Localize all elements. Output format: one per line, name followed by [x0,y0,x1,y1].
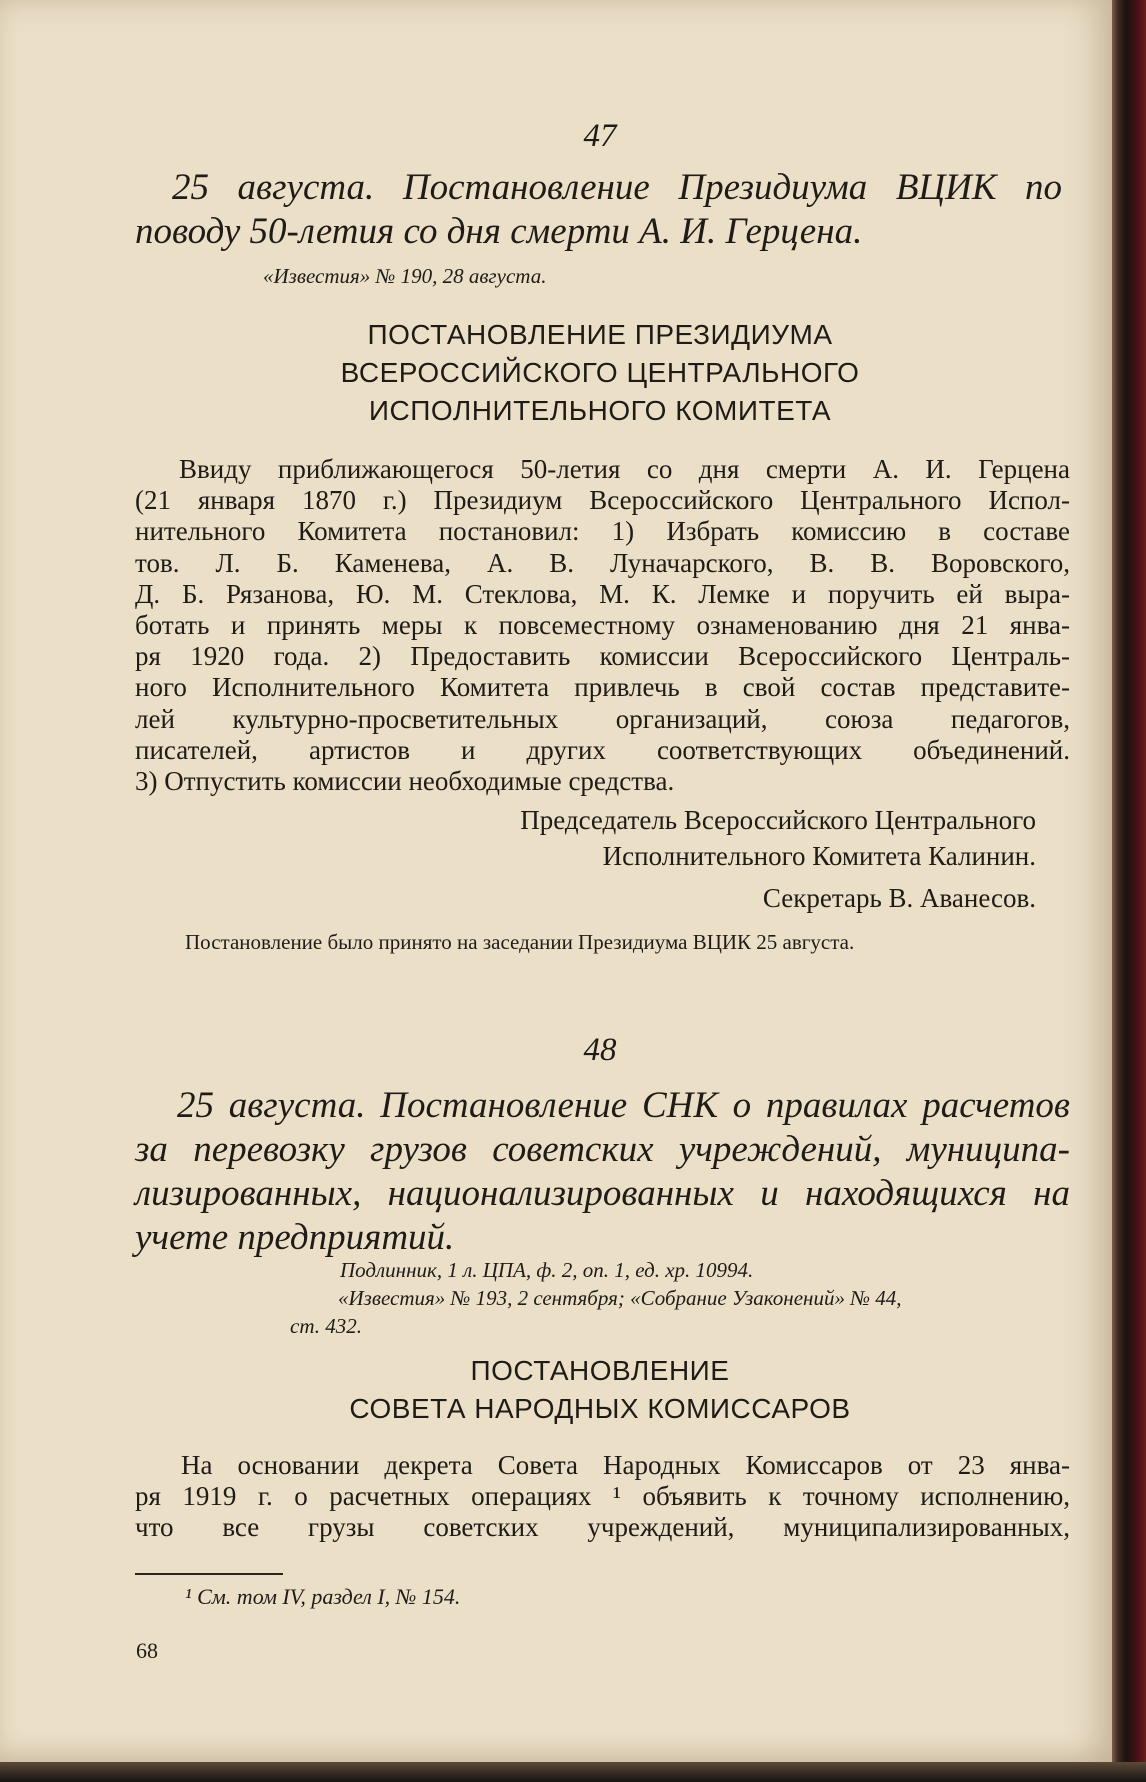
doc48-title-line-2: за перевозку грузов советских учреждений, муниципа- [135,1129,1070,1170]
doc47-heading-line-1: ПОСТАНОВЛЕНИЕ ПРЕЗИДИУМА [367,319,833,350]
doc47-source: «Известия» № 190, 28 августа. [263,264,547,288]
doc47-title-line-1: 25 августа. Постановление Президиума ВЦИК по [172,167,1062,208]
signature-line: Председатель Всероссийского Центрального [520,805,1036,835]
doc-number-48: 48 [583,1032,617,1068]
doc47-body-line: ного Исполнительного Комитета привлечь в свой состав представите- [135,672,1070,703]
doc48-source-line-2: «Известия» № 193, 2 сентября; «Собрание Узаконений» № 44, [338,1286,902,1310]
doc47-heading-line-2: ВСЕРОССИЙСКОГО ЦЕНТРАЛЬНОГО [340,357,860,388]
doc47-body-line: ря 1920 года. 2) Предоставить комиссии Всероссийского Централь- [135,641,1070,672]
doc47-body-line: 3) Отпустить комиссии необходимые средства. [135,766,675,797]
doc48-body-line: На основании декрета Совета Народных Комиссаров от 23 янва- [181,1450,1070,1480]
doc47-body-line: писателей, артистов и других соответствующих объединений. [135,734,1070,765]
footnote-rule [135,1573,283,1575]
doc48-source-line-1: Подлинник, 1 л. ЦПА, ф. 2, оп. 1, ед. хр. 10994. [340,1258,754,1282]
book-edge-right [1112,0,1146,1782]
doc47-signature-secretary: Секретарь В. Аванесов. [762,883,1036,913]
doc47-body-line: лей культурно-просветительных организаций, союза педагогов, [135,703,1070,734]
doc47-body-line: тов. Л. Б. Каменева, А. В. Луначарского, В. В. Воровского, [135,547,1070,578]
doc47-signature-chairman [520,802,1036,874]
doc48-source-line-3: ст. 432. [290,1314,362,1338]
doc48-title-line-4: учете предприятий. [135,1217,455,1258]
doc48-body-line: что все грузы советских учреждений, муниципализированных, [135,1512,1070,1543]
doc48-body [135,1450,1070,1544]
doc48-heading-line-2: СОВЕТА НАРОДНЫХ КОМИССАРОВ [349,1393,851,1424]
page-number: 68 [136,1638,158,1663]
doc47-body-line: нительного Комитета постановил: 1) Избрать комиссию в составе [135,516,1070,547]
doc48-heading-line-1: ПОСТАНОВЛЕНИЕ [470,1355,730,1386]
doc47-body [135,454,1070,797]
doc47-title-line-2: поводу 50-летия со дня смерти А. И. Герцена. [135,211,863,252]
doc47-heading-line-3: ИСПОЛНИТЕЛЬНОГО КОМИТЕТА [368,395,832,426]
doc48-title-line-3: лизированных, национализированных и находящихся на [135,1173,1070,1214]
doc48-title-line-1: 25 августа. Постановление СНК о правилах расчетов [177,1085,1070,1126]
doc47-adoption-note: Постановление было принято на заседании Президиума ВЦИК 25 августа. [185,930,855,954]
book-edge-bottom [0,1762,1146,1782]
footnote: ¹ См. том IV, раздел I, № 154. [185,1584,461,1609]
doc-number-47: 47 [583,118,617,154]
doc47-body-line: Ввиду приближающегося 50-летия со дня смерти А. И. Герцена [179,454,1070,484]
doc47-body-line: (21 января 1870 г.) Президиум Всероссийского Центрального Испол- [135,485,1070,516]
doc48-body-line: ря 1919 г. о расчетных операциях ¹ объявить к точному исполнению, [135,1481,1070,1512]
doc47-body-line: Д. Б. Рязанова, Ю. М. Стеклова, М. К. Лемке и поручить ей выра- [135,578,1070,609]
signature-line: Исполнительного Комитета Калинин. [602,841,1036,871]
doc47-body-line: ботать и принять меры к повсеместному ознаменованию дня 21 янва- [135,610,1070,641]
